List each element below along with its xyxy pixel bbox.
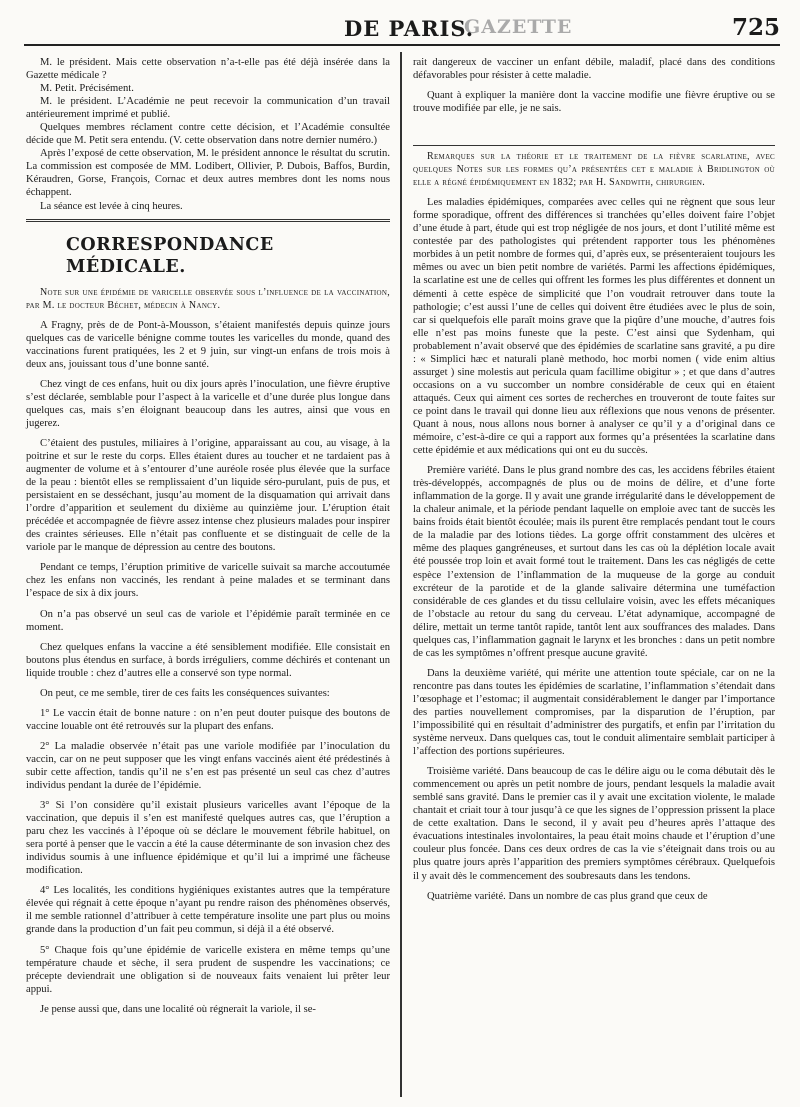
left-column (26, 56, 390, 1016)
paragraph: Chez quelques enfans la vaccine a été sensiblement modifiée. Elle consistait en boutons plus étendus en surface, à bords irréguliers, comme déchirés et contenant un liquide trouble : chez d’autres elle a conservé son type normal. (26, 641, 390, 679)
paragraph: On peut, ce me semble, tirer de ces faits les conséquences suivantes: (40, 687, 330, 699)
column-divider (400, 52, 402, 1097)
paragraph: Les maladies épidémiques, comparées avec celles qui ne règnent que sous leur forme sporadique, offrent des différences si tranchées qu’elles doivent faire l’objet d’une étude à part, étude qui est trop négligée de nos jours, et dont l’utilité même est contestée par des pathologistes qui prétendent rapporter tous les phénomènes morbides à un petit nombre de formes qui, d’après eux, se présenteraient toujours les mêmes ou avec un bien petit nombre de variétés. Parmi les affections épidémiques, la scarlatine est une de celles qui offrent les formes les plus différentes et donnent un démenti à cette espèce de simplicité que l’on voudrait retrouver dans toute la pathologie; c’est aussi l’une de celles qui doivent être étudiées avec le plus de soin, car si quelquefois elle paraît moins grave que la piqûre d’une mouche, d’autres fois elle n’est pas moins funeste que la peste. C’est ainsi que Sydenham, qui probablement n’avait observé que des épidémies de scarlatine sans gravité, a pu dire : « Simplici hæc et naturali planè methodo, hoc morbi nomen ( vide enim altius assurget ) sine molestis aut pericula quam facillime obigitur » ; et que dans d’autres occasions on a vu succomber un nombre considérable de ceux qui en étaient attaqués. Ceux qui aiment ces sortes de recherches en trouveront de toute faites sur ce point dans le travail qui donne lieu aux réflexions que nous venons de présenter. Quant à nous, nous allons nous borner à analyser ce qu’il y a d’original dans ce mémoire, c’est-à-dire ce qui a rapport aux formes qu’a présentées la scarlatine dans cette épidémie et aux médications qui ont eu du succès. (413, 197, 775, 457)
paragraph: Dans la deuxième variété, qui mérite une attention toute spéciale, car on ne la rencontre pas dans toutes les épidémies de scarlatine, l’inflammation s’étendait dans l’œsophage et l’estomac; il augmentait considérablement le danger par l’importance des parties nouvellement compromises, par la disparution de l’éruption, par l’impossibilité qui en résultait d’administrer des purgatifs, et enfin par l’irritation du système nerveux. Dans quelques cas, tout le conduit alimentaire semblait participer à l’affection des portions supérieures. (413, 667, 775, 758)
paragraph: Chez vingt de ces enfans, huit ou dix jours après l’inoculation, une fièvre éruptive s’est déclarée, semblable pour l’aspect à la varicelle et d’une durée plus longue dans quelques cas, mais s’en éloignant beaucoup dans les autres, ainsi que vous en jugerez. (26, 378, 390, 429)
paragraph: A Fragny, près de de Pont-à-Mousson, s’étaient manifestés depuis quinze jours quelques cas de varicelle bénigne comme toutes les varicelles du monde, quand des vaccinations furent pratiquées, les 2 et 9 juin, sur vingt-un enfans de trois mois à deux ans, jouissant tous d’une bonne santé. (26, 319, 390, 370)
running-title: DE PARIS. (344, 16, 475, 41)
paragraph: Première variété. Dans le plus grand nombre des cas, les accidens fébriles étaient très-développés, accompagnés de plus ou de moins de délire, et d’une forte inflammation de la gorge. Il y avait une grande irrégularité dans le développement de la chaleur animale, et la période pendant laquelle on emploie avec tant de succès les bains froids était bientôt écoulée; mais ils purent être remplacés pendant tout le cours de la maladie par des lotions tièdes. La gorge offrit constamment des ulcères et même des plaques gangréneuses, et surtout dans les cas où la déplétion locale avait été poussée trop loin et avait formé tout le traitement. Dans les cas négligés de cette espèce l’extension de l’inflammation de la muqueuse de la gorge au conduit excréteur de la parotide et de la glande salivaire détermina une tuméfaction considérable de ces glandes et du tissu cellulaire voisin, avec les effets mécaniques de l’obstacle au retour du sang du cerveau. L’état adynamique, accompagné de délire, mettait un terme tantôt rapide, tantôt lent aux souffrances des malades. Dans quelques cas, l’inflammation gagnait le larynx et les bronches : dans un petit nombre de cas les symptômes n’offrent presque aucune gravité. (413, 465, 775, 659)
page-header (24, 14, 780, 46)
page-number: 725 (731, 14, 780, 41)
paragraph: Après l’exposé de cette observation, M. le président annonce le résultat du scrutin. La commission est composée de MM. Lodibert, Ollivier, P. Dubois, Baffos, Burdin, Kéraudren, Gorse, François, Cornac et deux autres membres dont les noms nous échappent. (26, 148, 390, 199)
paragraph: Pendant ce temps, l’éruption primitive de varicelle suivait sa marche accoutumée chez les enfans non vaccinés, les rendant à peine malades et se terminant dans l’espace de six à dix jours. (26, 562, 390, 600)
paragraph: On n’a pas observé un seul cas de variole et l’épidémie paraît terminée en ce moment. (26, 608, 390, 633)
paragraph: Quatrième variété. Dans un nombre de cas plus grand que ceux de (427, 890, 708, 902)
paragraph: 5° Chaque fois qu’une épidémie de varicelle existera en même temps qu’une température chaude et sèche, il sera prudent de suspendre les vaccinations; ce précepte deviendrait une obligation si de nouveaux faits venaient lui prêter leur appui. (26, 944, 390, 995)
section-title: CORRESPONDANCE MÉDICALE. (66, 234, 274, 277)
paragraph: Quelques membres réclament contre cette décision, et l’Académie consultée décide que M. Petit sera entendu. (V. cette observation dans notre dernier numéro.) (26, 122, 390, 147)
show-through-text: GAZETTE (464, 16, 573, 38)
paragraph: Quant à expliquer la manière dont la vaccine modifie une fièvre éruptive ou se trouve modifiée par elle, je ne sais. (413, 90, 775, 115)
article-title: Note sur une épidémie de varicelle observée sous l’influence de la vaccination, par M. le docteur Béchet, médecin à Nancy. (26, 286, 390, 311)
section-rule (413, 145, 775, 146)
paragraph: rait dangereux de vacciner un enfant débile, maladif, placé dans des conditions défavorables pour résister à cette maladie. (413, 57, 775, 82)
article-title: Remarques sur la théorie et le traitement de la fièvre scarlatine, avec quelques Notes sur les formes qu’a présentées cet e maladie à Bridlington où elle a régné épidémiquement en 1832; par H. Sandwith, chirurgien. (413, 151, 775, 189)
paragraph: M. le président. Mais cette observation n’a-t-elle pas été déjà insérée dans la Gazette médicale ? (26, 57, 390, 82)
paragraph: 2° La maladie observée n’était pas une variole modifiée par l’inoculation du vaccin, car on ne peut supposer que les vingt enfans vaccinés aient été prédestinés à subir cette affection, tandis qu’il ne s’en est pas présenté un seul cas chez d’autres individus pendant la durée de l’épidémie. (26, 740, 390, 792)
paragraph: 4° Les localités, les conditions hygiéniques existantes autres que la température élevée qui régnait à cette époque n’ayant pu rendre raison des phénomènes observés, il me semble rationnel d’attribuer à cette température insolite une part plus ou moins grande dans la production d’un fait peu commun, si déjà il a été observé. (26, 885, 390, 936)
right-column (413, 56, 775, 903)
paragraph: 1° Le vaccin était de bonne nature : on n’en peut douter puisque des boutons de vaccine louable ont été retrouvés sur la plupart des enfans. (26, 707, 390, 732)
section-rule (26, 219, 390, 222)
paragraph: M. Petit. Précisément. (40, 83, 134, 95)
paragraph: 3° Si l’on considère qu’il existait plusieurs varicelles avant l’époque de la vaccination, que depuis il s’en est manifesté quelques autres cas, que l’éruption a paru chez les vaccinés à l’époque où se déclare le mouvement fébrile habituel, on sera porté à penser que le vaccin a été la cause déterminante de son invasion chez des individus soumis à une influence épidémique et qu’il lui a imprimé une fâcheuse modification. (26, 800, 390, 877)
paragraph: Troisième variété. Dans beaucoup de cas le délire aigu ou le coma débutait dès le commencement ou après un petit nombre de jours, pendant lesquels la maladie avait semblé sans gravité. Dans le premier cas il y avait une excitation violente, le malade chantait et criait tour à tour jusqu’à ce que les signes de l’oppression prissent la place de cette exaltation. Dans le second, il y avait peu d’heures après l’attaque des évacuations intestinales involontaires, la peau était moins chaude et l’éruption d’une couleur plus foncée. Dans ces deux ordres de cas la vie s’éteignait dans trois ou au plus quatre jours après l’apparition des premiers symptômes cérébraux. Quelquefois il y avait dès le commencement des soubresauts dans les tendons. (413, 766, 775, 882)
paragraph: La séance est levée à cinq heures. (40, 200, 183, 212)
paragraph: Je pense aussi que, dans une localité où régnerait la variole, il se- (40, 1003, 316, 1015)
paragraph: C’étaient des pustules, miliaires à l’origine, apparaissant au cou, au visage, à la poitrine et sur le reste du corps. Elles étaient dures au toucher et ne tardaient pas à augmenter de volume et à s’entourer d’une auréole rosée plus élevée que la surface de la peau : bientôt elles se remplissaient d’un liquide séro-purulant, puis de pus, et persistaient en se desséchant, jusqu’au moment de la disquamation qui arrivait dans l’ordre d’apparition et seulement du dixième au quinzième jour. L’éruption était précédée et accompagnée de fièvre assez intense chez plusieurs malades pour inspirer des craintes sérieuses. Elle n’était pas confluente et se distinguait de celle de la variole par le manque de dépression au centre des boutons. (26, 437, 390, 554)
paragraph: M. le président. L’Académie ne peut recevoir la communication d’un travail antérieurement imprimé et publié. (26, 96, 390, 121)
